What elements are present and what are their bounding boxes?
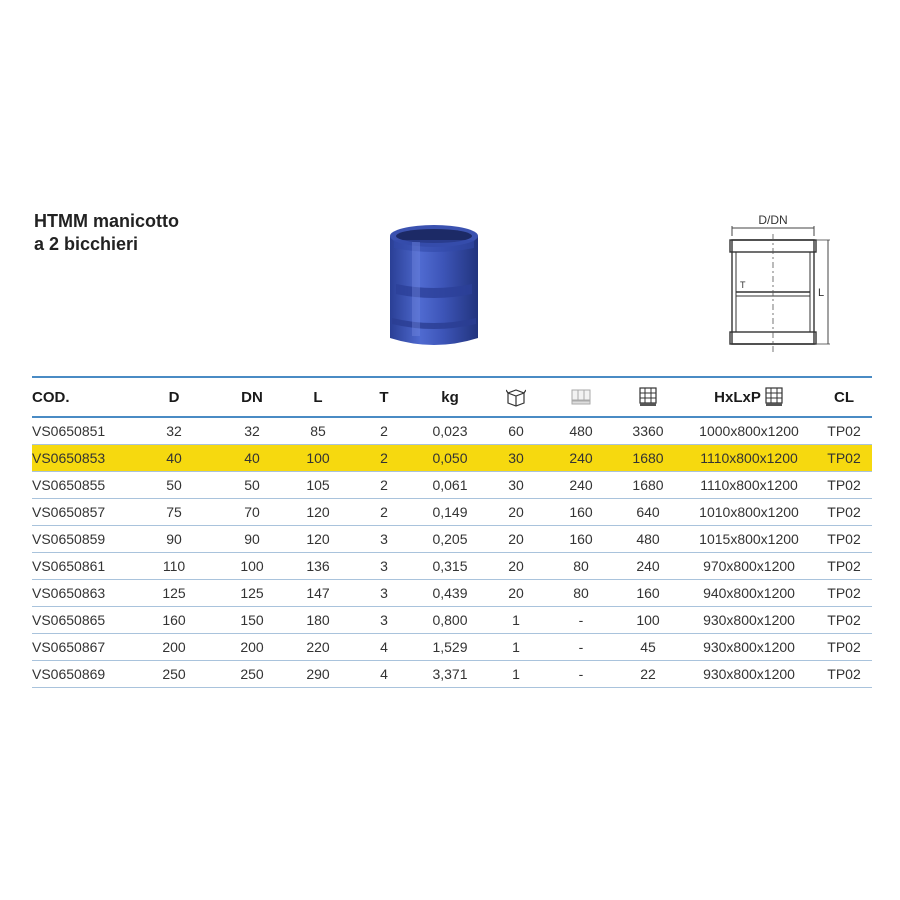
cell-hxlxp: 1110x800x1200 [682, 471, 816, 498]
cell-cl: TP02 [816, 660, 872, 687]
cell-layer: 480 [548, 417, 614, 444]
product-table [32, 376, 872, 688]
cell-layer: 160 [548, 525, 614, 552]
cell-t: 3 [352, 552, 416, 579]
pallet-stack-icon [637, 387, 659, 407]
header-cod: COD. [32, 377, 128, 417]
cell-t: 4 [352, 660, 416, 687]
table-row [32, 444, 872, 471]
cell-dn: 40 [220, 444, 284, 471]
cell-cod: VS0650857 [32, 498, 128, 525]
diagram-dn-label: D/DN [758, 214, 788, 227]
table-row [32, 471, 872, 498]
cell-l: 85 [284, 417, 352, 444]
cell-pallet: 160 [614, 579, 682, 606]
pallet-dimensions-icon [764, 387, 784, 407]
cell-d: 40 [128, 444, 220, 471]
header-kg: kg [416, 377, 484, 417]
table-row [32, 633, 872, 660]
cell-l: 105 [284, 471, 352, 498]
cell-cl: TP02 [816, 417, 872, 444]
table-row [32, 606, 872, 633]
cell-kg: 3,371 [416, 660, 484, 687]
cell-t: 3 [352, 579, 416, 606]
header-pallet-layer [548, 377, 614, 417]
cell-pallet: 3360 [614, 417, 682, 444]
cell-t: 2 [352, 498, 416, 525]
cell-l: 120 [284, 498, 352, 525]
cell-d: 250 [128, 660, 220, 687]
header-cl: CL [816, 377, 872, 417]
product-title-line-1: HTMM manicotto [34, 211, 179, 231]
cell-layer: 80 [548, 579, 614, 606]
cell-cl: TP02 [816, 633, 872, 660]
cell-cl: TP02 [816, 525, 872, 552]
cell-kg: 1,529 [416, 633, 484, 660]
cell-cl: TP02 [816, 498, 872, 525]
cell-l: 136 [284, 552, 352, 579]
header-box [484, 377, 548, 417]
cell-pallet: 1680 [614, 471, 682, 498]
header-d: D [128, 377, 220, 417]
product-title-line-2: a 2 bicchieri [34, 234, 139, 254]
cell-d: 125 [128, 579, 220, 606]
cell-dn: 100 [220, 552, 284, 579]
cell-cod: VS0650863 [32, 579, 128, 606]
cell-box: 1 [484, 606, 548, 633]
cell-layer: 240 [548, 471, 614, 498]
header-dn: DN [220, 377, 284, 417]
cell-dn: 90 [220, 525, 284, 552]
cell-kg: 0,315 [416, 552, 484, 579]
cell-box: 30 [484, 444, 548, 471]
cell-layer: 80 [548, 552, 614, 579]
cell-d: 90 [128, 525, 220, 552]
cell-l: 100 [284, 444, 352, 471]
cell-d: 160 [128, 606, 220, 633]
cell-l: 120 [284, 525, 352, 552]
cell-pallet: 640 [614, 498, 682, 525]
cell-t: 2 [352, 417, 416, 444]
cell-t: 4 [352, 633, 416, 660]
cell-layer: - [548, 633, 614, 660]
cell-dn: 150 [220, 606, 284, 633]
cell-t: 2 [352, 444, 416, 471]
cell-cod: VS0650867 [32, 633, 128, 660]
product-photo [384, 220, 484, 352]
cell-hxlxp: 1110x800x1200 [682, 444, 816, 471]
cell-box: 20 [484, 579, 548, 606]
cell-cl: TP02 [816, 552, 872, 579]
cell-kg: 0,050 [416, 444, 484, 471]
cell-kg: 0,023 [416, 417, 484, 444]
cell-pallet: 100 [614, 606, 682, 633]
cell-kg: 0,800 [416, 606, 484, 633]
technical-diagram [718, 214, 836, 358]
cell-cod: VS0650859 [32, 525, 128, 552]
cell-t: 3 [352, 606, 416, 633]
cell-t: 3 [352, 525, 416, 552]
cell-pallet: 22 [614, 660, 682, 687]
cell-l: 290 [284, 660, 352, 687]
cell-layer: 160 [548, 498, 614, 525]
table-row [32, 525, 872, 552]
cell-kg: 0,205 [416, 525, 484, 552]
table-row [32, 417, 872, 444]
cell-pallet: 480 [614, 525, 682, 552]
header-hxlxp-label: HxLxP [714, 388, 761, 406]
pallet-layer-icon [570, 387, 592, 407]
diagram-l-label: L [818, 287, 825, 299]
box-icon [506, 387, 526, 407]
cell-hxlxp: 1000x800x1200 [682, 417, 816, 444]
cell-l: 180 [284, 606, 352, 633]
cell-cod: VS0650869 [32, 660, 128, 687]
cell-d: 75 [128, 498, 220, 525]
cell-d: 110 [128, 552, 220, 579]
cell-box: 20 [484, 498, 548, 525]
cell-hxlxp: 930x800x1200 [682, 606, 816, 633]
cell-dn: 50 [220, 471, 284, 498]
cell-box: 1 [484, 633, 548, 660]
cell-box: 30 [484, 471, 548, 498]
cell-cl: TP02 [816, 579, 872, 606]
cell-dn: 32 [220, 417, 284, 444]
cell-dn: 125 [220, 579, 284, 606]
cell-pallet: 240 [614, 552, 682, 579]
cell-cl: TP02 [816, 471, 872, 498]
cell-hxlxp: 930x800x1200 [682, 633, 816, 660]
cell-kg: 0,439 [416, 579, 484, 606]
header-pallet-stack [614, 377, 682, 417]
table-row [32, 660, 872, 687]
product-title [34, 210, 294, 256]
header-hxlxp [682, 377, 816, 417]
table-row [32, 579, 872, 606]
diagram-t-label: T [740, 280, 746, 290]
cell-pallet: 1680 [614, 444, 682, 471]
cell-layer: - [548, 660, 614, 687]
cell-l: 147 [284, 579, 352, 606]
cell-dn: 250 [220, 660, 284, 687]
cell-d: 50 [128, 471, 220, 498]
cell-pallet: 45 [614, 633, 682, 660]
cell-dn: 200 [220, 633, 284, 660]
cell-cod: VS0650851 [32, 417, 128, 444]
cell-hxlxp: 940x800x1200 [682, 579, 816, 606]
cell-kg: 0,149 [416, 498, 484, 525]
table-header-row [32, 377, 872, 417]
cell-box: 20 [484, 552, 548, 579]
cell-cod: VS0650861 [32, 552, 128, 579]
table-row [32, 498, 872, 525]
cell-dn: 70 [220, 498, 284, 525]
cell-box: 1 [484, 660, 548, 687]
cell-cl: TP02 [816, 444, 872, 471]
cell-cod: VS0650853 [32, 444, 128, 471]
header-t: T [352, 377, 416, 417]
cell-layer: - [548, 606, 614, 633]
cell-hxlxp: 1010x800x1200 [682, 498, 816, 525]
cell-d: 32 [128, 417, 220, 444]
cell-box: 60 [484, 417, 548, 444]
header-l: L [284, 377, 352, 417]
cell-layer: 240 [548, 444, 614, 471]
cell-hxlxp: 970x800x1200 [682, 552, 816, 579]
cell-l: 220 [284, 633, 352, 660]
cell-cl: TP02 [816, 606, 872, 633]
cell-cod: VS0650855 [32, 471, 128, 498]
cell-kg: 0,061 [416, 471, 484, 498]
cell-d: 200 [128, 633, 220, 660]
cell-cod: VS0650865 [32, 606, 128, 633]
cell-t: 2 [352, 471, 416, 498]
table-row [32, 552, 872, 579]
cell-hxlxp: 930x800x1200 [682, 660, 816, 687]
cell-hxlxp: 1015x800x1200 [682, 525, 816, 552]
cell-box: 20 [484, 525, 548, 552]
